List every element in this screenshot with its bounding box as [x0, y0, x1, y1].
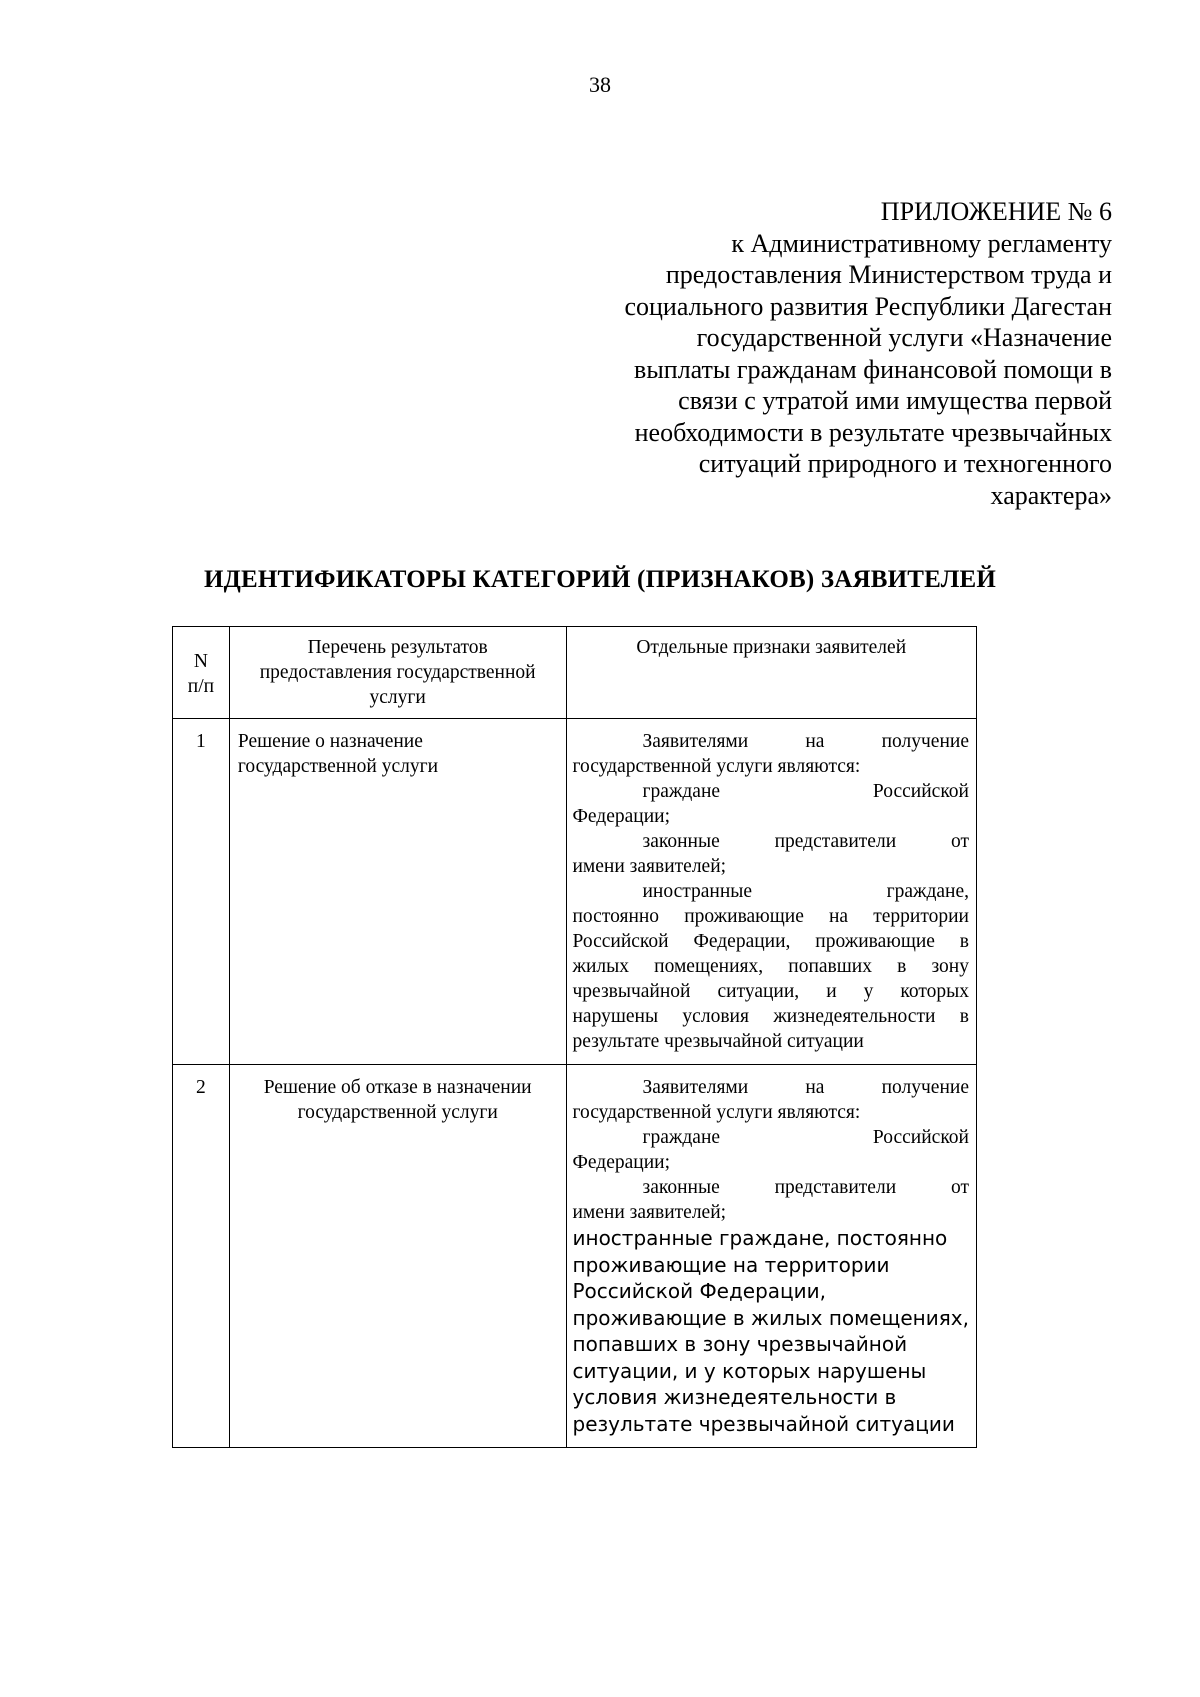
- sign-line: законные представители от: [642, 831, 969, 852]
- table-row: [173, 719, 977, 1065]
- sign-line: Заявителями на получение: [642, 731, 969, 752]
- header-num-line: п/п: [187, 676, 215, 697]
- sign-sans-line: иностранные граждане, постоянно: [572, 1226, 948, 1250]
- row-result-line: Решение о назначение: [237, 731, 423, 752]
- row-result: [229, 719, 566, 1065]
- sign-sans-line: результате чрезвычайной ситуации: [572, 1411, 955, 1436]
- sign-line: нарушены условия жизнедеятельности в: [572, 1006, 969, 1027]
- sign-sans-line: Российской Федерации,: [572, 1279, 827, 1303]
- sign-line: жилых помещениях, попавших в зону: [572, 956, 969, 977]
- header-results-line: услуги: [369, 687, 426, 708]
- appendix-line: к Административному регламенту: [731, 228, 1112, 258]
- sign-line: Заявителями на получение: [642, 1077, 969, 1098]
- sign-sans-line: попавших в зону чрезвычайной: [572, 1332, 908, 1356]
- header-num: [173, 627, 230, 719]
- sign-line: чрезвычайной ситуации, и у которых: [572, 981, 969, 1002]
- identifiers-table: [172, 626, 977, 1448]
- header-results: [229, 627, 566, 719]
- sign-line: государственной услуги являются:: [572, 756, 861, 777]
- sign-line: иностранные граждане,: [642, 881, 969, 902]
- row-number: 2: [173, 1065, 230, 1448]
- row-result-line: Решение об отказе в назначении: [263, 1077, 532, 1098]
- appendix-line: предоставления Министерством труда и: [665, 260, 1112, 289]
- document-title: ИДЕНТИФИКАТОРЫ КАТЕГОРИЙ (ПРИЗНАКОВ) ЗАЯВИТЕЛЕЙ: [203, 566, 997, 593]
- appendix-header: [552, 196, 1112, 511]
- sign-sans-line: проживающие на территории: [572, 1252, 890, 1277]
- row-result: [229, 1065, 566, 1448]
- appendix-line: ситуаций природного и техногенного: [698, 449, 1112, 478]
- sign-sans-block: [573, 1225, 970, 1437]
- header-results-line: Перечень результатов: [307, 637, 488, 658]
- sign-sans-line: условия жизнедеятельности в: [572, 1385, 897, 1409]
- appendix-line: ПРИЛОЖЕНИЕ № 6: [880, 197, 1112, 226]
- sign-line: граждане Российской: [642, 781, 969, 802]
- row-number: 1: [173, 719, 230, 1065]
- sign-line: государственной услуги являются:: [572, 1102, 861, 1123]
- appendix-line: необходимости в результате чрезвычайных: [634, 417, 1112, 447]
- appendix-line: выплаты гражданам финансовой помощи в: [634, 354, 1112, 384]
- sign-line: постоянно проживающие на территории: [572, 906, 969, 927]
- sign-line: результате чрезвычайной ситуации: [572, 1031, 864, 1052]
- sign-line: имени заявителей;: [572, 856, 727, 877]
- sign-line: граждане Российской: [642, 1127, 969, 1148]
- sign-line: Федерации;: [572, 1152, 671, 1173]
- row-signs: [566, 1065, 977, 1448]
- header-results-line: предоставления государственной: [259, 662, 536, 683]
- appendix-line: социального развития Республики Дагестан: [624, 291, 1112, 321]
- header-num-line: N: [193, 651, 208, 672]
- table-header-row: [173, 627, 977, 719]
- row-result-line: государственной услуги: [237, 756, 439, 777]
- appendix-line: связи с утратой ими имущества первой: [678, 386, 1112, 415]
- page-number: 38: [589, 72, 611, 97]
- row-result-line: государственной услуги: [297, 1102, 498, 1123]
- sign-line: Федерации;: [572, 806, 671, 827]
- sign-line: законные представители от: [642, 1177, 969, 1198]
- sign-sans-line: ситуации, и у которых нарушены: [572, 1358, 927, 1383]
- appendix-line: государственной услуги «Назначение: [696, 323, 1112, 352]
- sign-line: имени заявителей;: [572, 1202, 727, 1223]
- row-signs: [566, 719, 977, 1065]
- appendix-line: характера»: [990, 480, 1112, 510]
- table-row: [173, 1065, 977, 1448]
- sign-sans-line: проживающие в жилых помещениях,: [572, 1305, 969, 1330]
- sign-line: Российской Федерации, проживающие в: [572, 931, 969, 952]
- header-signs: Отдельные признаки заявителей: [566, 627, 977, 719]
